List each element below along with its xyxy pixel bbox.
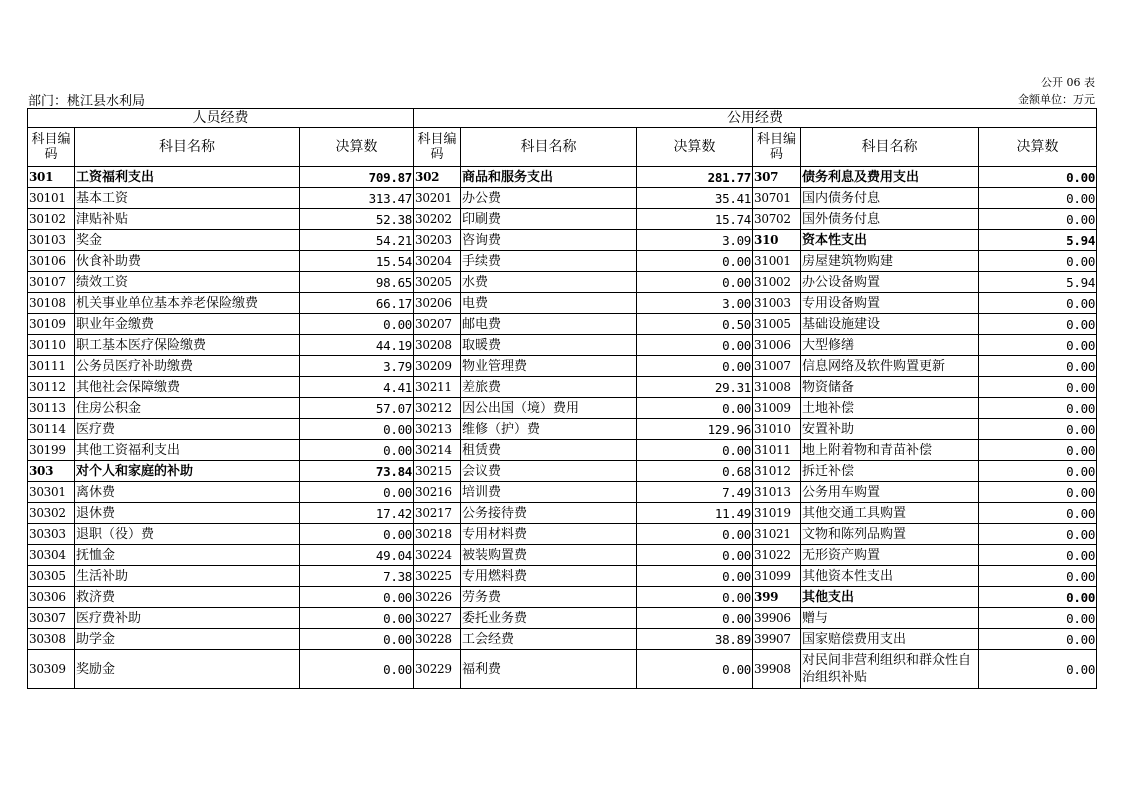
subject-code: 31007: [753, 356, 801, 377]
subject-name: 因公出国（境）费用: [461, 398, 637, 419]
subject-name: 咨询费: [461, 230, 637, 251]
subject-name: 工资福利支出: [75, 167, 300, 188]
subject-name: 专用燃料费: [461, 566, 637, 587]
col-code: 科目编码: [753, 128, 801, 167]
amount: 52.38: [300, 209, 414, 230]
amount: 0.00: [979, 461, 1097, 482]
subject-name: 医疗费: [75, 419, 300, 440]
subject-name: 劳务费: [461, 587, 637, 608]
subject-code: 30217: [414, 503, 461, 524]
subject-name: 安置补助: [801, 419, 979, 440]
subject-name: 基础设施建设: [801, 314, 979, 335]
col-amount: 决算数: [637, 128, 753, 167]
table-row: [28, 587, 1097, 608]
subject-code: 30101: [28, 188, 75, 209]
amount: 5.94: [979, 230, 1097, 251]
subject-name: 公务员医疗补助缴费: [75, 356, 300, 377]
table-row: [28, 167, 1097, 188]
amount: 7.49: [637, 482, 753, 503]
amount: 49.04: [300, 545, 414, 566]
subject-name: 办公费: [461, 188, 637, 209]
subject-name: 生活补助: [75, 566, 300, 587]
subject-code: 31001: [753, 251, 801, 272]
col-name: 科目名称: [75, 128, 300, 167]
amount: 66.17: [300, 293, 414, 314]
expenditure-table: [27, 108, 1097, 689]
subject-code: 30108: [28, 293, 75, 314]
subject-name: 职工基本医疗保险缴费: [75, 335, 300, 356]
table-row: [28, 524, 1097, 545]
table-row: [28, 566, 1097, 587]
subject-name: 信息网络及软件购置更新: [801, 356, 979, 377]
subject-code: 31022: [753, 545, 801, 566]
subject-code: 30201: [414, 188, 461, 209]
amount: 0.00: [637, 608, 753, 629]
amount: 73.84: [300, 461, 414, 482]
table-row: [28, 272, 1097, 293]
subject-name: 资本性支出: [801, 230, 979, 251]
subject-name: 对个人和家庭的补助: [75, 461, 300, 482]
subject-name: 专用材料费: [461, 524, 637, 545]
subject-name: 赠与: [801, 608, 979, 629]
amount: 0.00: [637, 440, 753, 461]
table-row: [28, 608, 1097, 629]
amount: 0.00: [979, 209, 1097, 230]
table-row: [28, 377, 1097, 398]
subject-code: 310: [753, 230, 801, 251]
subject-name: 委托业务费: [461, 608, 637, 629]
table-row: [28, 398, 1097, 419]
subject-code: 30309: [28, 650, 75, 689]
amount: 0.00: [637, 650, 753, 689]
subject-name: 印刷费: [461, 209, 637, 230]
subject-code: 307: [753, 167, 801, 188]
subject-name: 差旅费: [461, 377, 637, 398]
subject-code: 30103: [28, 230, 75, 251]
subject-code: 30307: [28, 608, 75, 629]
amount: 0.00: [300, 419, 414, 440]
subject-name: 伙食补助费: [75, 251, 300, 272]
amount: 0.00: [637, 566, 753, 587]
table-row: [28, 650, 1097, 689]
group-header-row: [28, 109, 1097, 128]
amount: 0.00: [300, 314, 414, 335]
department-label: 部门：桃江县水利局: [28, 94, 146, 109]
amount: 0.00: [300, 608, 414, 629]
subject-name: 抚恤金: [75, 545, 300, 566]
amount: 38.89: [637, 629, 753, 650]
table-code: 公开 06 表: [1041, 76, 1095, 89]
subject-code: 30216: [414, 482, 461, 503]
col-code: 科目编码: [414, 128, 461, 167]
subject-code: 39908: [753, 650, 801, 689]
subject-name: 公务接待费: [461, 503, 637, 524]
amount: 0.00: [637, 545, 753, 566]
subject-name: 物资储备: [801, 377, 979, 398]
amount: 0.00: [300, 440, 414, 461]
group-public: 公用经费: [414, 109, 1097, 128]
subject-code: 301: [28, 167, 75, 188]
amount: 0.00: [979, 650, 1097, 689]
subject-name: 助学金: [75, 629, 300, 650]
amount: 0.00: [300, 524, 414, 545]
col-name: 科目名称: [801, 128, 979, 167]
table-row: [28, 188, 1097, 209]
subject-code: 31010: [753, 419, 801, 440]
subject-code: 39906: [753, 608, 801, 629]
subject-code: 31005: [753, 314, 801, 335]
subject-code: 30112: [28, 377, 75, 398]
subject-name: 奖金: [75, 230, 300, 251]
subject-name: 电费: [461, 293, 637, 314]
amount: 17.42: [300, 503, 414, 524]
subject-name: 医疗费补助: [75, 608, 300, 629]
subject-name: 对民间非营利组织和群众性自治组织补贴: [801, 650, 979, 689]
subject-code: 31012: [753, 461, 801, 482]
amount: 0.00: [979, 293, 1097, 314]
subject-name: 国内债务付息: [801, 188, 979, 209]
subject-name: 其他资本性支出: [801, 566, 979, 587]
amount: 0.00: [979, 503, 1097, 524]
table-row: [28, 545, 1097, 566]
amount: 57.07: [300, 398, 414, 419]
subject-name: 拆迁补偿: [801, 461, 979, 482]
subject-name: 住房公积金: [75, 398, 300, 419]
amount: 4.41: [300, 377, 414, 398]
amount: 15.74: [637, 209, 753, 230]
subject-code: 31013: [753, 482, 801, 503]
amount: 0.00: [300, 629, 414, 650]
subject-code: 30302: [28, 503, 75, 524]
amount: 3.00: [637, 293, 753, 314]
subject-name: 租赁费: [461, 440, 637, 461]
subject-code: 39907: [753, 629, 801, 650]
column-header-row: [28, 128, 1097, 167]
subject-code: 30218: [414, 524, 461, 545]
subject-code: 30304: [28, 545, 75, 566]
amount: 313.47: [300, 188, 414, 209]
amount: 15.54: [300, 251, 414, 272]
amount: 0.00: [979, 356, 1097, 377]
amount: 0.00: [300, 587, 414, 608]
subject-name: 房屋建筑物购建: [801, 251, 979, 272]
table-row: [28, 230, 1097, 251]
subject-name: 文物和陈列品购置: [801, 524, 979, 545]
amount: 0.00: [979, 377, 1097, 398]
subject-code: 30303: [28, 524, 75, 545]
subject-code: 31009: [753, 398, 801, 419]
table-row: [28, 482, 1097, 503]
subject-code: 30208: [414, 335, 461, 356]
subject-code: 30206: [414, 293, 461, 314]
subject-name: 专用设备购置: [801, 293, 979, 314]
amount: 0.00: [979, 482, 1097, 503]
subject-code: 30211: [414, 377, 461, 398]
subject-code: 302: [414, 167, 461, 188]
subject-name: 物业管理费: [461, 356, 637, 377]
subject-code: 30205: [414, 272, 461, 293]
subject-code: 30308: [28, 629, 75, 650]
subject-name: 救济费: [75, 587, 300, 608]
amount: 7.38: [300, 566, 414, 587]
subject-name: 手续费: [461, 251, 637, 272]
subject-code: 31002: [753, 272, 801, 293]
amount: 54.21: [300, 230, 414, 251]
subject-code: 30301: [28, 482, 75, 503]
amount: 35.41: [637, 188, 753, 209]
subject-code: 30215: [414, 461, 461, 482]
subject-code: 30199: [28, 440, 75, 461]
subject-name: 邮电费: [461, 314, 637, 335]
subject-name: 绩效工资: [75, 272, 300, 293]
subject-name: 机关事业单位基本养老保险缴费: [75, 293, 300, 314]
subject-code: 30107: [28, 272, 75, 293]
subject-code: 30214: [414, 440, 461, 461]
subject-name: 退职（役）费: [75, 524, 300, 545]
amount: 5.94: [979, 272, 1097, 293]
col-name: 科目名称: [461, 128, 637, 167]
amount: 3.09: [637, 230, 753, 251]
subject-name: 办公设备购置: [801, 272, 979, 293]
subject-name: 奖励金: [75, 650, 300, 689]
amount: 11.49: [637, 503, 753, 524]
amount: 281.77: [637, 167, 753, 188]
table-row: [28, 629, 1097, 650]
table-row: [28, 314, 1097, 335]
subject-code: 30110: [28, 335, 75, 356]
subject-name: 债务利息及费用支出: [801, 167, 979, 188]
amount: 0.00: [979, 545, 1097, 566]
amount: 0.00: [637, 335, 753, 356]
subject-code: 30109: [28, 314, 75, 335]
subject-name: 公务用车购置: [801, 482, 979, 503]
amount: 0.00: [979, 608, 1097, 629]
table-row: [28, 461, 1097, 482]
amount: 0.00: [979, 398, 1097, 419]
subject-code: 30114: [28, 419, 75, 440]
amount: 0.00: [979, 167, 1097, 188]
col-amount: 决算数: [300, 128, 414, 167]
subject-code: 30225: [414, 566, 461, 587]
amount: 0.00: [979, 566, 1097, 587]
subject-code: 30212: [414, 398, 461, 419]
subject-name: 退休费: [75, 503, 300, 524]
subject-code: 30207: [414, 314, 461, 335]
subject-name: 国家赔偿费用支出: [801, 629, 979, 650]
unit-label: 金额单位：万元: [1018, 93, 1095, 106]
amount: 709.87: [300, 167, 414, 188]
subject-code: 30106: [28, 251, 75, 272]
subject-name: 津贴补贴: [75, 209, 300, 230]
subject-code: 30203: [414, 230, 461, 251]
subject-name: 取暖费: [461, 335, 637, 356]
subject-name: 无形资产购置: [801, 545, 979, 566]
subject-name: 土地补偿: [801, 398, 979, 419]
amount: 0.00: [979, 629, 1097, 650]
subject-name: 水费: [461, 272, 637, 293]
subject-code: 30702: [753, 209, 801, 230]
subject-code: 30305: [28, 566, 75, 587]
amount: 0.00: [637, 272, 753, 293]
subject-name: 地上附着物和青苗补偿: [801, 440, 979, 461]
subject-name: 商品和服务支出: [461, 167, 637, 188]
subject-code: 30701: [753, 188, 801, 209]
subject-code: 30102: [28, 209, 75, 230]
amount: 0.00: [979, 587, 1097, 608]
amount: 0.68: [637, 461, 753, 482]
amount: 0.00: [637, 398, 753, 419]
subject-code: 30113: [28, 398, 75, 419]
subject-code: 399: [753, 587, 801, 608]
amount: 0.00: [979, 314, 1097, 335]
subject-name: 其他社会保障缴费: [75, 377, 300, 398]
subject-code: 30111: [28, 356, 75, 377]
table-row: [28, 251, 1097, 272]
subject-code: 31006: [753, 335, 801, 356]
col-amount: 决算数: [979, 128, 1097, 167]
table-row: [28, 293, 1097, 314]
subject-code: 30204: [414, 251, 461, 272]
subject-code: 30229: [414, 650, 461, 689]
subject-name: 其他工资福利支出: [75, 440, 300, 461]
amount: 0.00: [637, 587, 753, 608]
subject-name: 工会经费: [461, 629, 637, 650]
amount: 0.00: [979, 419, 1097, 440]
subject-name: 其他交通工具购置: [801, 503, 979, 524]
table-row: [28, 419, 1097, 440]
amount: 29.31: [637, 377, 753, 398]
subject-code: 30209: [414, 356, 461, 377]
subject-name: 维修（护）费: [461, 419, 637, 440]
subject-code: 31008: [753, 377, 801, 398]
amount: 0.00: [979, 335, 1097, 356]
table-row: [28, 335, 1097, 356]
subject-code: 30226: [414, 587, 461, 608]
subject-name: 离休费: [75, 482, 300, 503]
subject-code: 303: [28, 461, 75, 482]
subject-name: 会议费: [461, 461, 637, 482]
subject-code: 31099: [753, 566, 801, 587]
amount: 0.00: [637, 251, 753, 272]
amount: 0.00: [979, 524, 1097, 545]
subject-name: 被装购置费: [461, 545, 637, 566]
subject-name: 职业年金缴费: [75, 314, 300, 335]
subject-code: 30224: [414, 545, 461, 566]
subject-name: 培训费: [461, 482, 637, 503]
amount: 0.00: [637, 524, 753, 545]
amount: 3.79: [300, 356, 414, 377]
amount: 44.19: [300, 335, 414, 356]
amount: 0.00: [637, 356, 753, 377]
subject-code: 30228: [414, 629, 461, 650]
subject-name: 其他支出: [801, 587, 979, 608]
subject-code: 30213: [414, 419, 461, 440]
amount: 0.00: [979, 188, 1097, 209]
subject-code: 30227: [414, 608, 461, 629]
col-code: 科目编码: [28, 128, 75, 167]
amount: 98.65: [300, 272, 414, 293]
group-personnel: 人员经费: [28, 109, 414, 128]
amount: 0.00: [979, 440, 1097, 461]
amount: 0.00: [979, 251, 1097, 272]
subject-name: 福利费: [461, 650, 637, 689]
table-row: [28, 356, 1097, 377]
subject-code: 31003: [753, 293, 801, 314]
amount: 129.96: [637, 419, 753, 440]
table-row: [28, 209, 1097, 230]
table-row: [28, 503, 1097, 524]
subject-name: 基本工资: [75, 188, 300, 209]
subject-name: 大型修缮: [801, 335, 979, 356]
amount: 0.50: [637, 314, 753, 335]
amount: 0.00: [300, 482, 414, 503]
subject-code: 31011: [753, 440, 801, 461]
subject-code: 30306: [28, 587, 75, 608]
amount: 0.00: [300, 650, 414, 689]
subject-code: 31019: [753, 503, 801, 524]
table-row: [28, 440, 1097, 461]
subject-code: 31021: [753, 524, 801, 545]
subject-code: 30202: [414, 209, 461, 230]
subject-name: 国外债务付息: [801, 209, 979, 230]
